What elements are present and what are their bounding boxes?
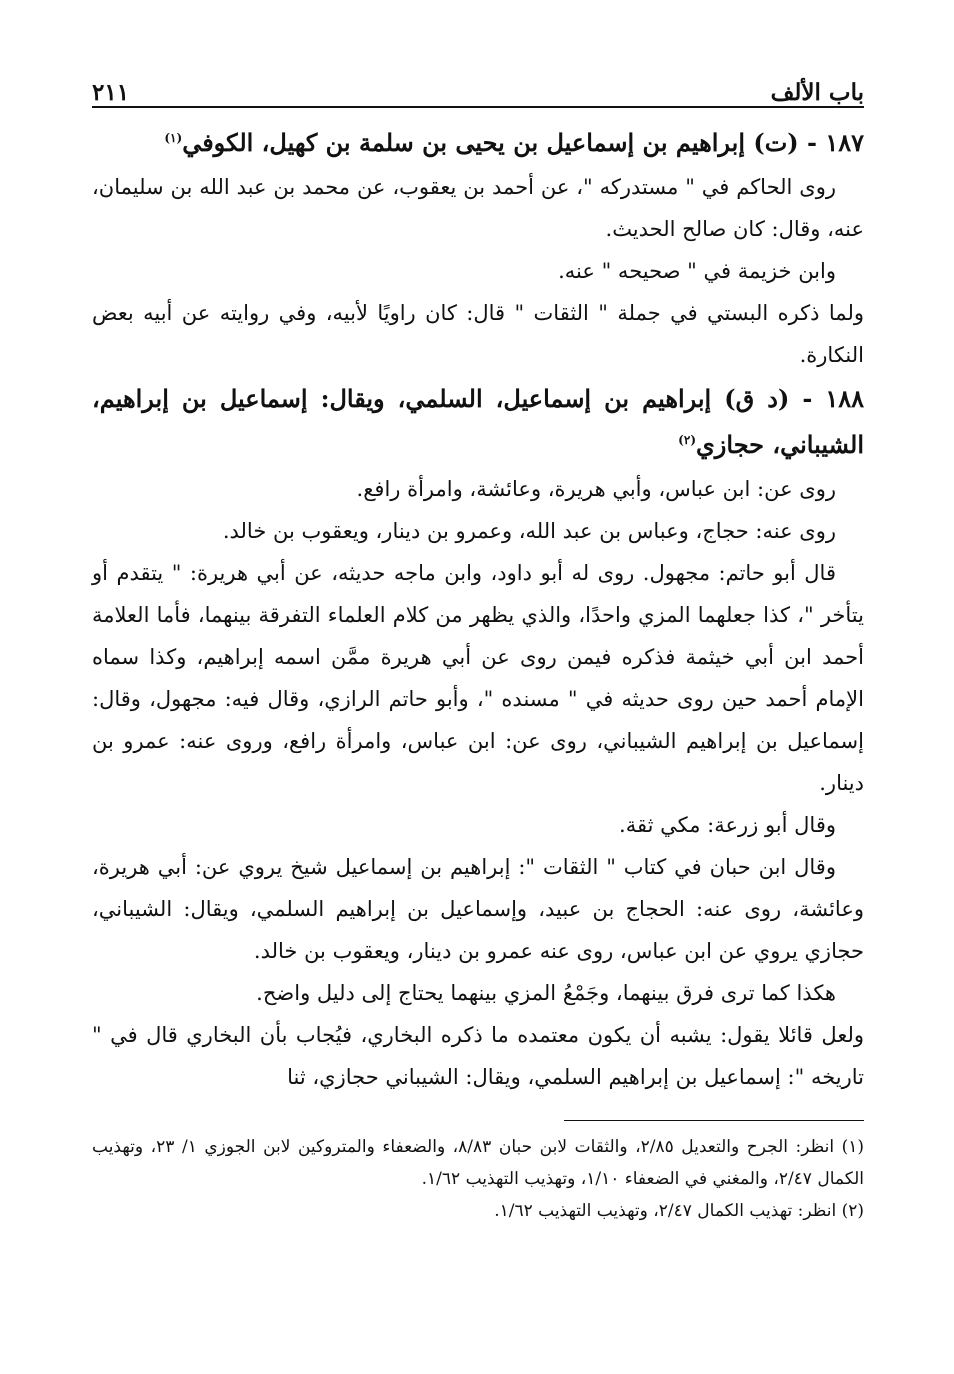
book-page — [92, 62, 864, 1227]
paragraph: ولما ذكره البستي في جملة " الثقات " قال: كان راويًا لأبيه، وفي روايته عن أبيه بعض النكارة. — [92, 301, 864, 367]
chapter-title: باب الألف — [770, 79, 864, 106]
footnote-ref-2[interactable]: (٢) — [678, 433, 696, 447]
paragraph: روى عن: ابن عباس، وأبي هريرة، وعائشة، وامرأة رافع. — [356, 477, 836, 501]
entry-heading-187: ١٨٧ - (ت) إبراهيم بن إسماعيل بن يحيى بن سلمة بن كهيل، الكوفي$^{(١)}$ — [164, 128, 864, 157]
footnotes — [92, 1131, 864, 1227]
paragraph: هكذا كما ترى فرق بينهما، وجَمْعُ المزي بينهما يحتاج إلى دليل واضح. — [256, 981, 836, 1005]
footnote-divider — [564, 1120, 864, 1121]
page-number: ٢١١ — [92, 79, 130, 106]
footnote-ref-1[interactable]: (١) — [164, 131, 183, 145]
paragraph: قال أبو حاتم: مجهول. روى له أبو داود، وابن ماجه حديثه، عن أبي هريرة: " يتقدم أو يتأخر "، كذا جعلهما المزي واحدًا، والذي يظهر من كلام العلماء التفرقة بينهما، فأما العلامة أحمد ابن أبي خيثمة فذكره فيمن روى عن أبي هريرة ممَّن اسمه إبراهيم، وكذا سماه الإمام أحمد حين روى حديثه في " مسنده "، وأبو حاتم الرازي، وقال فيه: مجهول، وقال: إسماعيل بن إبراهيم الشيباني، روى عن: ابن عباس، وامرأة رافع، وروى عنه: عمرو بن دينار. — [92, 561, 864, 795]
paragraph: روى الحاكم في " مستدركه "، عن أحمد بن يعقوب، عن محمد بن عبد الله بن سليمان، عنه، وقال: كان صالح الحديث. — [92, 175, 864, 241]
running-header — [92, 62, 864, 108]
paragraph: روى عنه: حجاج، وعباس بن عبد الله، وعمرو بن دينار، ويعقوب بن خالد. — [222, 519, 836, 543]
footnote-1: (١) انظر: الجرح والتعديل ٢/٨٥، والثقات لابن حبان ٨/٨٣، والضعفاء والمتروكين لابن الجوزي ١/ ٢٣، وتهذيب الكمال ٢/٤٧، والمغني في الضعفاء ١/١٠، وتهذيب التهذيب ١/٦٢. — [92, 1137, 864, 1189]
paragraph: وابن خزيمة في " صحيحه " عنه. — [558, 259, 836, 283]
entry-heading-188: ١٨٨ - (د ق) إبراهيم بن إسماعيل، السلمي، ويقال: إسماعيل بن إبراهيم، الشيباني، حجازي$^{(٢)}$ — [92, 384, 864, 459]
paragraph: ولعل قائلا يقول: يشبه أن يكون معتمده ما ذكره البخاري، فيُجاب بأن البخاري قال في " تاريخه ": إسماعيل بن إبراهيم السلمي، ويقال: الشيباني حجازي، ثنا — [92, 1023, 864, 1089]
footnote-2: (٢) انظر: تهذيب الكمال ٢/٤٧، وتهذيب التهذيب ١/٦٢. — [494, 1201, 864, 1221]
paragraph: وقال ابن حبان في كتاب " الثقات ": إبراهيم بن إسماعيل شيخ يروي عن: أبي هريرة، وعائشة، روى عنه: الحجاج بن عبيد، وإسماعيل بن إبراهيم السلمي، ويقال: الشيباني، حجازي يروي عن ابن عباس، روى عنه عمرو بن دينار، ويعقوب بن خالد. — [92, 855, 864, 963]
paragraph: وقال أبو زرعة: مكي ثقة. — [619, 813, 836, 837]
main-text — [92, 120, 864, 1098]
